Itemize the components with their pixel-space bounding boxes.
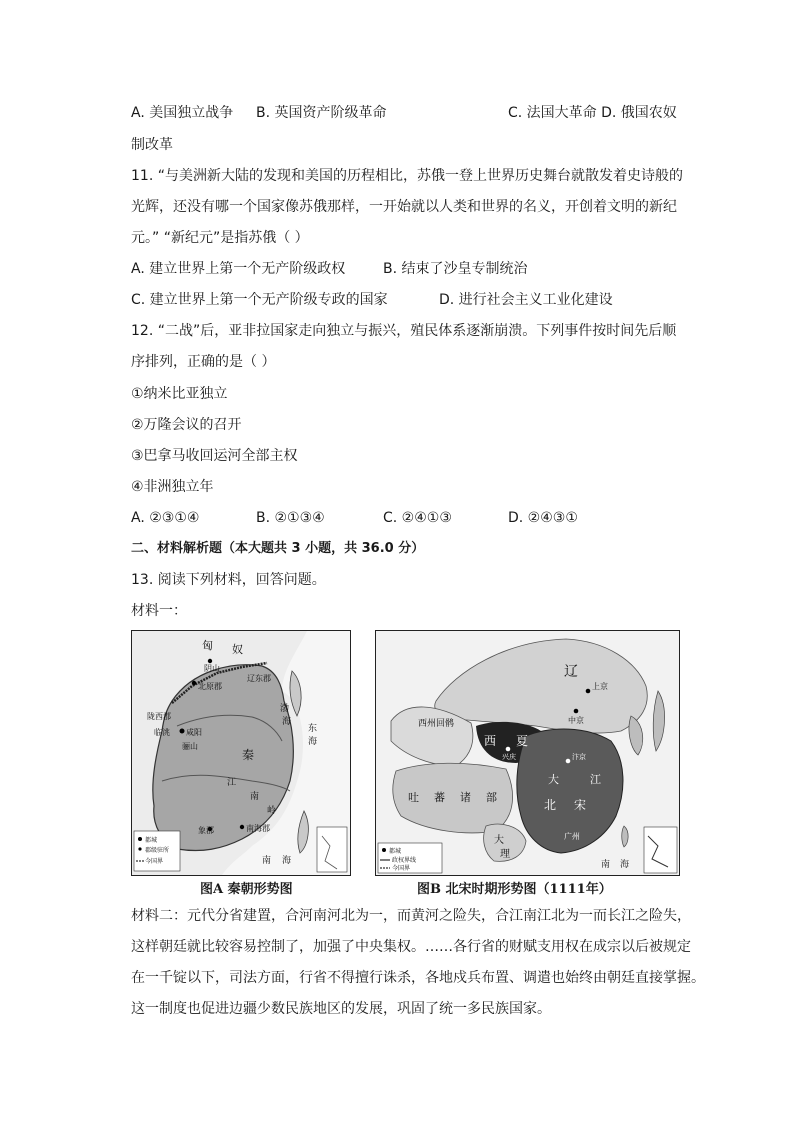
svg-text:南: 南 xyxy=(262,856,272,866)
material2-line4: 这一制度也促进边疆少数民族地区的发展，巩固了统一多民族国家。 xyxy=(131,1001,551,1017)
svg-text:汴京: 汴京 xyxy=(572,753,586,761)
svg-text:象郡: 象郡 xyxy=(198,826,214,835)
q12-item-4: ④非洲独立年 xyxy=(131,479,214,495)
material2-line1: 材料二：元代分省建置，合河南河北为一，而黄河之险失，合江南江北为一而长江之险失， xyxy=(131,908,691,924)
q12-item-2: ②万隆会议的召开 xyxy=(131,417,242,433)
svg-text:北原郡: 北原郡 xyxy=(198,682,222,691)
map-b-graphic xyxy=(376,631,679,875)
svg-text:阴山: 阴山 xyxy=(204,664,220,673)
q12-option-b: B. ②①③④ xyxy=(256,510,325,526)
material2-line3: 在一千锭以下，司法方面，行省不得擅行诛杀，各地戍兵布置、调遣也始终由朝廷直接掌握。 xyxy=(131,970,705,986)
svg-text:今国界: 今国界 xyxy=(145,858,164,865)
q12-option-a: A. ②③①④ xyxy=(131,510,200,526)
q10-option-a: A. 美国独立战争 xyxy=(131,105,234,121)
map-a-qin xyxy=(131,630,351,876)
svg-text:岭: 岭 xyxy=(267,806,277,816)
q12-option-c: C. ②④①③ xyxy=(383,510,452,526)
svg-text:海: 海 xyxy=(282,717,292,727)
svg-text:广州: 广州 xyxy=(564,832,580,841)
q11-stem-line3: 元。” “新纪元”是指苏俄（ ） xyxy=(131,230,309,246)
q10-option-c-d: C. 法国大革命 D. 俄国农奴 xyxy=(508,105,677,121)
svg-text:西州回鹘: 西州回鹘 xyxy=(418,719,455,729)
q12-item-3: ③巴拿马收回运河全部主权 xyxy=(131,448,298,464)
svg-text:都城: 都城 xyxy=(145,837,158,844)
svg-text:大: 大 xyxy=(548,773,559,786)
svg-text:部: 部 xyxy=(486,791,497,804)
q11-option-a: A. 建立世界上第一个无产阶级政权 xyxy=(131,261,346,277)
svg-text:政权界线: 政权界线 xyxy=(392,857,417,864)
q11-option-b: B. 结束了沙皇专制统治 xyxy=(383,261,528,277)
svg-text:诸: 诸 xyxy=(460,791,471,804)
svg-text:上京: 上京 xyxy=(592,682,608,691)
q12-stem-line1: 12. “二战”后，亚非拉国家走向独立与振兴，殖民体系逐渐崩溃。下列事件按时间先后顺 xyxy=(131,323,677,339)
svg-text:郡级驻所: 郡级驻所 xyxy=(145,847,170,854)
q12-stem-line2: 序排列，正确的是（ ） xyxy=(131,354,276,370)
svg-text:东: 东 xyxy=(308,724,318,734)
material2-line2: 这样朝廷就比较容易控制了，加强了中央集权。……各行省的财赋支用权在成宗以后被规定 xyxy=(131,939,691,955)
svg-text:江: 江 xyxy=(590,773,601,786)
svg-text:南: 南 xyxy=(250,792,260,802)
q11-stem-line2: 光辉，还没有哪一个国家像苏俄那样，一开始就以人类和世界的名义，开创着文明的新纪 xyxy=(131,199,677,215)
svg-text:陇西郡: 陇西郡 xyxy=(147,712,171,721)
svg-text:海: 海 xyxy=(308,737,318,747)
svg-text:秦: 秦 xyxy=(242,748,255,762)
svg-text:南海郡: 南海郡 xyxy=(246,824,270,833)
q11-stem-line1: 11. “与美洲新大陆的发现和美国的历程相比，苏俄一登上世界历史舞台就散发着史诗般的 xyxy=(131,168,683,184)
svg-text:海: 海 xyxy=(282,856,292,866)
q12-item-1: ①纳米比亚独立 xyxy=(131,386,228,402)
map-b-song xyxy=(375,630,680,876)
svg-text:中京: 中京 xyxy=(568,716,584,725)
svg-text:骊山: 骊山 xyxy=(182,742,198,751)
map-a-graphic xyxy=(132,631,350,875)
q12-option-d: D. ②④③① xyxy=(508,510,578,526)
svg-text:今国界: 今国界 xyxy=(392,865,411,872)
svg-text:海: 海 xyxy=(620,860,630,870)
svg-text:大: 大 xyxy=(494,835,504,846)
svg-text:夏: 夏 xyxy=(516,734,529,748)
map-b-caption: 图B 北宋时期形势图（1111年） xyxy=(417,882,612,897)
svg-text:宋: 宋 xyxy=(574,798,587,812)
svg-text:理: 理 xyxy=(500,849,510,860)
svg-text:西: 西 xyxy=(484,734,497,748)
section-heading: 二、材料解析题（本大题共 3 小题，共 36.0 分） xyxy=(131,541,425,556)
svg-text:辽: 辽 xyxy=(564,664,578,680)
q10-option-b: B. 英国资产阶级革命 xyxy=(256,105,387,121)
svg-text:匈: 匈 xyxy=(202,639,213,652)
material1-label: 材料一： xyxy=(131,603,187,619)
svg-text:奴: 奴 xyxy=(232,643,243,656)
map-a-caption: 图A 秦朝形势图 xyxy=(200,882,293,897)
svg-text:都城: 都城 xyxy=(389,848,402,855)
q13-intro: 13. 阅读下列材料，回答问题。 xyxy=(131,572,326,588)
svg-text:吐: 吐 xyxy=(408,791,419,804)
svg-text:临洮: 临洮 xyxy=(154,728,170,737)
svg-text:蕃: 蕃 xyxy=(434,791,445,804)
svg-text:南: 南 xyxy=(601,860,611,870)
svg-text:咸阳: 咸阳 xyxy=(186,728,202,737)
q10-option-d-continued: 制改革 xyxy=(131,137,173,153)
svg-text:兴庆: 兴庆 xyxy=(502,753,516,761)
svg-text:辽东郡: 辽东郡 xyxy=(247,674,271,683)
q11-option-d: D. 进行社会主义工业化建设 xyxy=(439,292,613,308)
q11-option-c: C. 建立世界上第一个无产阶级专政的国家 xyxy=(131,292,388,308)
svg-text:北: 北 xyxy=(544,798,557,812)
svg-text:渤: 渤 xyxy=(280,704,290,714)
svg-text:江: 江 xyxy=(227,778,237,788)
